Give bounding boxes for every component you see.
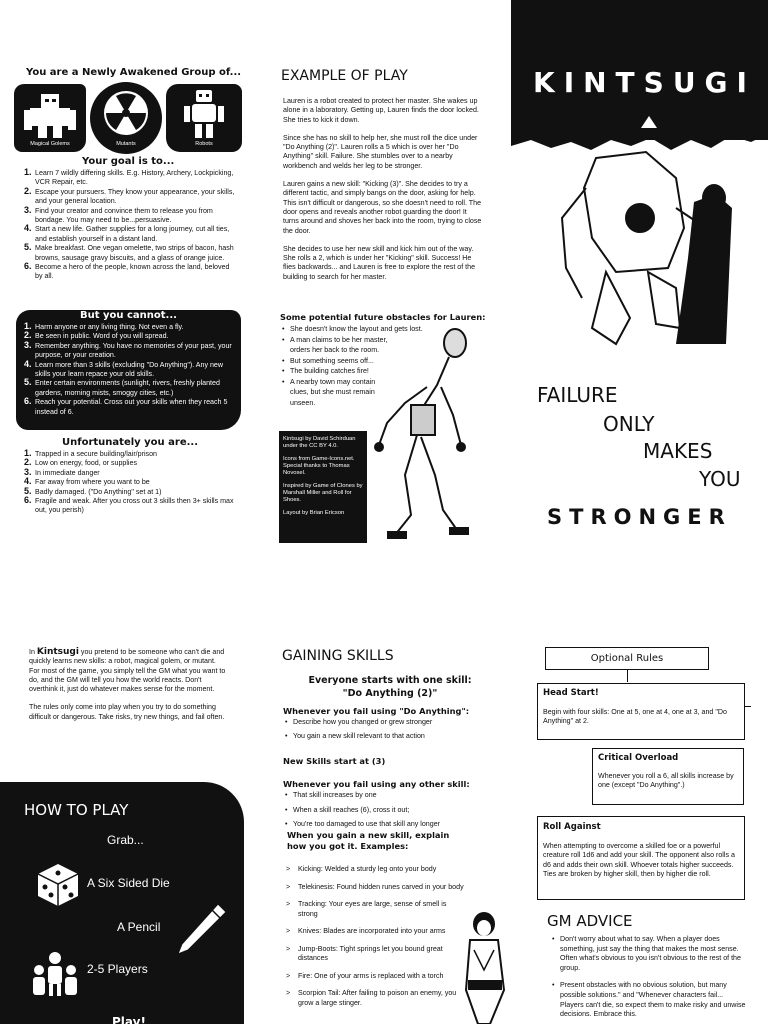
item-number: 1. [24, 321, 32, 331]
item-text: Reach your potential. Cross out your skills when they reach 5 instead of 6. [35, 398, 228, 416]
start-line: Everyone starts with one skill: [308, 675, 472, 686]
intro-p3: The rules only come into play when you try to do something difficult or dangerous. Take risks, try new things, and fail often. [29, 703, 225, 721]
obstacle-item: • But something seems off... [282, 356, 392, 367]
numbered-item [24, 204, 236, 226]
item-text: Learn 7 wildly differing skills. E.g. History, Archery, Lockpicking, VCR Repair, etc. [35, 169, 234, 187]
critical-title: Critical Overload [598, 753, 679, 763]
item-number: 1. [24, 448, 32, 458]
numbered-item [24, 398, 236, 417]
unfortunately-heading: Unfortunately you are... [62, 437, 198, 448]
item-number: 5. [24, 242, 32, 253]
obstacle-item: • A nearby town may contain clues, but she must remain unseen. [282, 377, 392, 409]
mutant-illustration [460, 910, 510, 1024]
die-icon [32, 860, 82, 910]
credit-line: Kintsugi by David Schirduan under the CC BY 4.0. [283, 436, 356, 449]
example-paragraph: Lauren gains a new skill: "Kicking (3)". She decides to try a different tactic, and simply bangs on the door, asking for help. This isn't difficult or dangerous, so she doesn't need to roll. The door opens and reveals another robot guarding the door! It turns around and shoves her back into the room, trying to close the door. [283, 180, 482, 235]
optional-rules-box [545, 647, 709, 670]
item-text: Learn more than 3 skills (excluding "Do Anything"). Any new skills your learn repace your old skills. [35, 360, 223, 379]
numbered-item [24, 450, 236, 459]
credit-line: Icons from Game-Icons.net. Special thanks to Thomas Novosel. [283, 456, 355, 476]
intro-p1: you pretend to be someone who can't die and quickly learns new skills: a robot, magical golem, or mutant. [29, 648, 225, 666]
golem-label: Magical Golems [30, 141, 70, 147]
item-text: In immediate danger [35, 468, 100, 477]
item-text: Make breakfast. One vegan omelette, two strips of bacon, hash browns, sausage gravy biscuits, and a glass of orange juice. [35, 244, 234, 262]
golem-badge [14, 84, 86, 152]
numbered-item [24, 339, 236, 361]
goal-heading: Your goal is to... [82, 156, 175, 167]
credits-box [279, 431, 367, 543]
item-number: 1. [24, 167, 32, 177]
radiation-icon [90, 82, 162, 140]
item-text: Be seen in public. Word of you will spread. [35, 332, 169, 341]
numbered-item [24, 332, 236, 341]
head-start-body: Begin with four skills: One at 5, one at 4, one at 3, and "Do Anything" at 2. [543, 708, 727, 726]
item-number: 6. [24, 495, 32, 506]
group-heading: You are a Newly Awakened Group of... [26, 67, 242, 78]
example-skill: > Tracking: Your eyes are large, sense of smell is strong [284, 900, 466, 919]
head-start-title: Head Start! [543, 688, 599, 698]
golem-icon [14, 84, 86, 140]
how-to-play-heading: HOW TO PLAY [24, 801, 129, 819]
numbered-item [24, 244, 236, 263]
players-label: 2-5 Players [87, 962, 148, 976]
tagline-stronger: STRONGER [547, 505, 732, 529]
item-text: Trapped in a secure building/lair/prison [35, 450, 157, 458]
gm-heading: GM ADVICE [547, 912, 633, 930]
gm-item: • Present obstacles with no obvious solution, but many possible solutions." and "Whenever characters fail... Players can't die, so expect them to make risky and unwise decisions. Embrace this. [552, 981, 748, 1019]
item-text: Fragile and weak. After you cross out 3 skills then 3+ skills max out, you perish) [35, 497, 234, 515]
item-text: Harm anyone or any living thing. Not even a fly. [35, 323, 184, 331]
example-skill: > Kicking: Welded a sturdy leg onto your body [284, 865, 466, 875]
numbered-item [24, 466, 236, 478]
example-heading: EXAMPLE OF PLAY [281, 68, 408, 84]
item-text: Find your creator and convince them to release you from bondage. You may need to be...persuasive. [35, 206, 213, 225]
tagline-you: YOU [699, 467, 741, 491]
tagline-only: ONLY [603, 412, 655, 436]
numbered-item [24, 379, 236, 398]
item-text: Badly damaged. ("Do Anything" set at 1) [35, 487, 162, 496]
item-text: Escape your pursuers. They know your appearance, your skills, and your general location. [35, 187, 235, 206]
credit-line: Layout by Brian Ericson [283, 510, 345, 516]
icon-row [14, 82, 254, 154]
item-number: 4. [24, 358, 32, 369]
intro-brand: Kintsugi [36, 647, 79, 657]
item-text: Remember anything. You have no memories of your past, your purpose, or your creation. [35, 341, 232, 360]
item-number: 3. [24, 339, 32, 350]
start-skill: "Do Anything (2)" [342, 688, 438, 699]
example-text [283, 97, 484, 282]
gain-heading: When you gain a new skill, explain how you got it. Examples: [287, 830, 450, 851]
example-skill: > Fire: One of your arms is replaced with a torch [284, 972, 466, 982]
roll-body: When attempting to overcome a skilled foe or a powerful creature roll 1d6 and add your skill. The opponent also rolls a d6 and adds their own skill. Whoever totals higher succeeds. Ties are broken by higher skill, then by higher die roll. [543, 842, 735, 879]
item-text: Low on energy, food, or supplies [35, 459, 138, 468]
item-text: Become a hero of the people, known across the land, beloved by all. [35, 263, 230, 281]
grab-label: Grab... [107, 833, 144, 847]
golem-illustration [556, 148, 736, 348]
pencil-label: A Pencil [117, 920, 161, 934]
optional-heading: Optional Rules [590, 653, 664, 664]
numbered-item [24, 185, 236, 207]
item-text: Start a new life. Gather supplies for a long journey, cut all ties, and establish yourself in a distant land. [35, 225, 230, 243]
item-number: 4. [24, 476, 32, 487]
intro-text [29, 648, 229, 722]
item-number: 2. [24, 185, 32, 196]
item-number: 3. [24, 466, 32, 477]
example-skill-list [284, 865, 466, 1016]
gaining-heading: GAINING SKILLS [282, 648, 394, 664]
fail-other-item: • When a skill reaches (6), cross it out; [285, 805, 485, 816]
example-skill: > Scorpion Tail: After failing to poison an enemy, you grow a large stinger. [284, 989, 466, 1008]
obstacles-heading: Some potential future obstacles for Lauren: [280, 312, 486, 322]
cannot-heading: But you cannot... [80, 310, 177, 321]
item-number: 5. [24, 377, 32, 388]
gm-list [552, 935, 748, 1020]
item-text: Far away from where you want to be [35, 478, 150, 487]
example-skill: > Knives: Blades are incorporated into your arms [284, 927, 466, 937]
fail-other-item: • That skill increases by one [285, 790, 485, 801]
robot-icon [166, 84, 242, 140]
roll-title: Roll Against [543, 822, 601, 832]
numbered-item [24, 225, 236, 244]
critical-box [592, 748, 744, 805]
item-number: 6. [24, 396, 32, 407]
numbered-item [24, 169, 236, 188]
example-skill: > Telekinesis: Found hidden runes carved in your body [284, 883, 466, 893]
new-skills-heading: New Skills start at (3) [283, 756, 386, 766]
intro-p2: For most of the game, you simply tell the GM what you want to do, and the GM will tell you how the world reacts. Don't overthink it, just do whatever makes sense for the moment. [29, 666, 226, 694]
intro-prefix: In [29, 648, 37, 656]
gm-item: • Don't worry about what to say. When a player does something, just say the thing that makes the most sense. Often what's obvious to you isn't obvious to the rest of the group. [552, 935, 748, 973]
obstacle-item: • A man claims to be her master, orders her back to the room. [282, 335, 392, 356]
credit-line: Inspired by Game of Clones by Marshall Miller and Roll for Shoes. [283, 483, 363, 503]
item-number: 5. [24, 485, 32, 496]
connector-line [627, 670, 628, 682]
fail-do-item: • You gain a new skill relevant to that action [285, 731, 485, 742]
obstacle-item: • She doesn't know the layout and gets lost. [282, 324, 480, 335]
robot-label: Robots [195, 141, 213, 147]
example-skill: > Jump-Boots: Tight springs let you bound great distances [284, 945, 466, 964]
numbered-item [24, 459, 236, 468]
numbered-item [24, 485, 236, 497]
tagline-failure: FAILURE [537, 383, 618, 407]
item-number: 2. [24, 330, 32, 341]
fail-other-item: • You're too damaged to use that skill any longer [285, 819, 485, 830]
players-icon [27, 950, 83, 998]
head-start-box [537, 683, 745, 740]
fail-do-item: • Describe how you changed or grew stronger [285, 717, 485, 728]
robot-badge [166, 84, 242, 152]
cover-title: KINTSUGI [533, 66, 756, 99]
item-number: 3. [24, 204, 32, 215]
numbered-item [24, 478, 236, 487]
fail-do-heading: Whenever you fail using "Do Anything": [283, 706, 470, 716]
example-paragraph: Lauren is a robot created to protect her master. She wakes up alone in a laboratory. Getting up, Lauren finds the door locked. She tries to kick it down. [283, 97, 479, 124]
item-number: 2. [24, 457, 32, 468]
item-number: 6. [24, 261, 32, 272]
cannot-list [24, 323, 236, 417]
item-text: Enter certain environments (sunlight, rivers, freshly planted gardens, morning mists, smoggy cities, etc.) [35, 379, 220, 397]
pencil-icon [172, 900, 230, 960]
die-label: A Six Sided Die [87, 876, 170, 890]
fail-other-heading: Whenever you fail using any other skill: [283, 779, 470, 789]
obstacle-item: • The building catches fire! [282, 366, 392, 377]
fail-do-list [285, 717, 485, 741]
unfortunately-list [24, 450, 236, 516]
mutant-label: Mutants [116, 141, 136, 147]
example-paragraph: She decides to use her new skill and kick him out of the way. She rolls a 2, which is under her "Kicking" skill. Success! He flies backwards... and Lauren is free to explore the rest of the building to search for her master. [283, 244, 476, 281]
numbered-item [24, 323, 236, 332]
example-paragraph: Since she has no skill to help her, she must roll the dice under "Do Anything (2)". Lauren rolls a 5 which is over her "Do Anything" skill. Failure. She stumbles over to a nearby workbench and welds her leg to be stronger. [283, 133, 478, 170]
goal-list [24, 169, 236, 282]
critical-body: Whenever you roll a 6, all skills increase by one (except "Do Anything".) [598, 772, 734, 790]
numbered-item [24, 497, 236, 516]
item-number: 4. [24, 223, 32, 234]
numbered-item [24, 358, 236, 380]
play-label: Play! [112, 1015, 146, 1029]
fail-other-list [285, 790, 485, 830]
roll-against-box [537, 816, 745, 900]
robot-illustration [365, 325, 485, 545]
mutant-badge [90, 82, 162, 154]
numbered-item [24, 263, 236, 282]
tagline-makes: MAKES [643, 439, 713, 463]
